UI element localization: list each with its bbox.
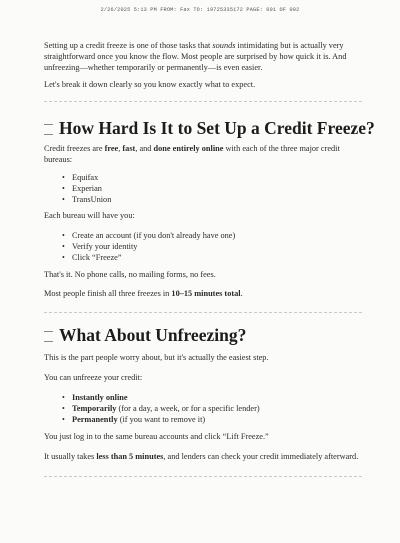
bold-free: free xyxy=(104,144,119,153)
intro-text-cont: intimidating but is actually very straightforward once you know the flow. Most people are surprised by how quick it is. And unfreezing—whether temporarily or permanently—is even easier. xyxy=(44,41,347,72)
section-heading-text: What About Unfreezing? xyxy=(59,325,247,345)
section-heading-setup xyxy=(44,118,374,138)
text: Credit freezes are xyxy=(44,144,105,153)
intro-text: Setting up a credit freeze is one of those tasks that xyxy=(44,41,213,50)
section-heading-text: How Hard Is It to Set Up a Credit Freeze? xyxy=(59,118,375,138)
no-fees-paragraph: That's it. No phone calls, no mailing forms, no fees. xyxy=(44,270,216,279)
bold-duration: less than 5 minutes xyxy=(96,452,164,461)
section-divider xyxy=(44,476,362,477)
unfreeze-options-intro: You can unfreeze your credit: xyxy=(44,373,143,382)
heading-marker-icon xyxy=(44,331,53,342)
bold-fast: fast xyxy=(122,144,136,153)
list-item xyxy=(62,392,362,403)
text: , xyxy=(118,144,123,153)
setup-intro-paragraph xyxy=(44,143,362,165)
duration-paragraph xyxy=(44,288,362,299)
option-permanent-detail: (if you want to remove it) xyxy=(117,415,206,424)
text: with each of the three major credit bureaus: xyxy=(44,144,340,164)
list-item: • Equifax xyxy=(62,172,362,183)
list-item: • Experian xyxy=(62,183,362,194)
text: Most people finish all three freezes in xyxy=(44,289,172,298)
unfreeze-duration-paragraph xyxy=(44,451,362,462)
intro-paragraph-2: Let's break it down clearly so you know exactly what to expect. xyxy=(44,80,256,89)
list-item: • Click “Freeze” xyxy=(62,252,362,263)
list-item xyxy=(62,403,362,414)
steps-list xyxy=(62,230,362,263)
option-temporary: Temporarily xyxy=(72,404,117,413)
text: It usually takes xyxy=(44,452,97,461)
bold-duration: 10–15 minutes total xyxy=(171,289,241,298)
lift-freeze-paragraph: You just log in to the same bureau accounts and click “Lift Freeze.” xyxy=(44,432,269,441)
heading-marker-icon xyxy=(44,124,53,135)
list-item: • Verify your identity xyxy=(62,241,362,252)
steps-intro-paragraph: Each bureau will have you: xyxy=(44,211,135,220)
option-instant: Instantly online xyxy=(72,393,128,402)
section-heading-unfreeze xyxy=(44,325,374,345)
section-divider xyxy=(44,101,362,102)
option-permanent: Permanently xyxy=(72,415,118,424)
unfreeze-intro-paragraph: This is the part people worry about, but it's actually the easiest step. xyxy=(44,353,269,362)
bold-online: done entirely online xyxy=(153,144,224,153)
unfreeze-options-list xyxy=(62,392,362,425)
list-item xyxy=(62,414,362,425)
fax-header: 2/26/2025 5:13 PM FROM: Fax TO: 19725335172 PAGE: 001 OF 002 xyxy=(100,7,300,13)
text: . xyxy=(240,289,243,298)
list-item: • TransUnion xyxy=(62,194,362,205)
text: , and xyxy=(135,144,154,153)
text: , and lenders can check your credit immediately afterward. xyxy=(163,452,359,461)
section-divider xyxy=(44,312,362,313)
intro-paragraph xyxy=(44,40,362,73)
bureau-list xyxy=(62,172,362,205)
list-item: • Create an account (if you don't already have one) xyxy=(62,230,362,241)
intro-emphasis: sounds xyxy=(212,41,236,50)
option-temporary-detail: (for a day, a week, or for a specific lender) xyxy=(116,404,260,413)
